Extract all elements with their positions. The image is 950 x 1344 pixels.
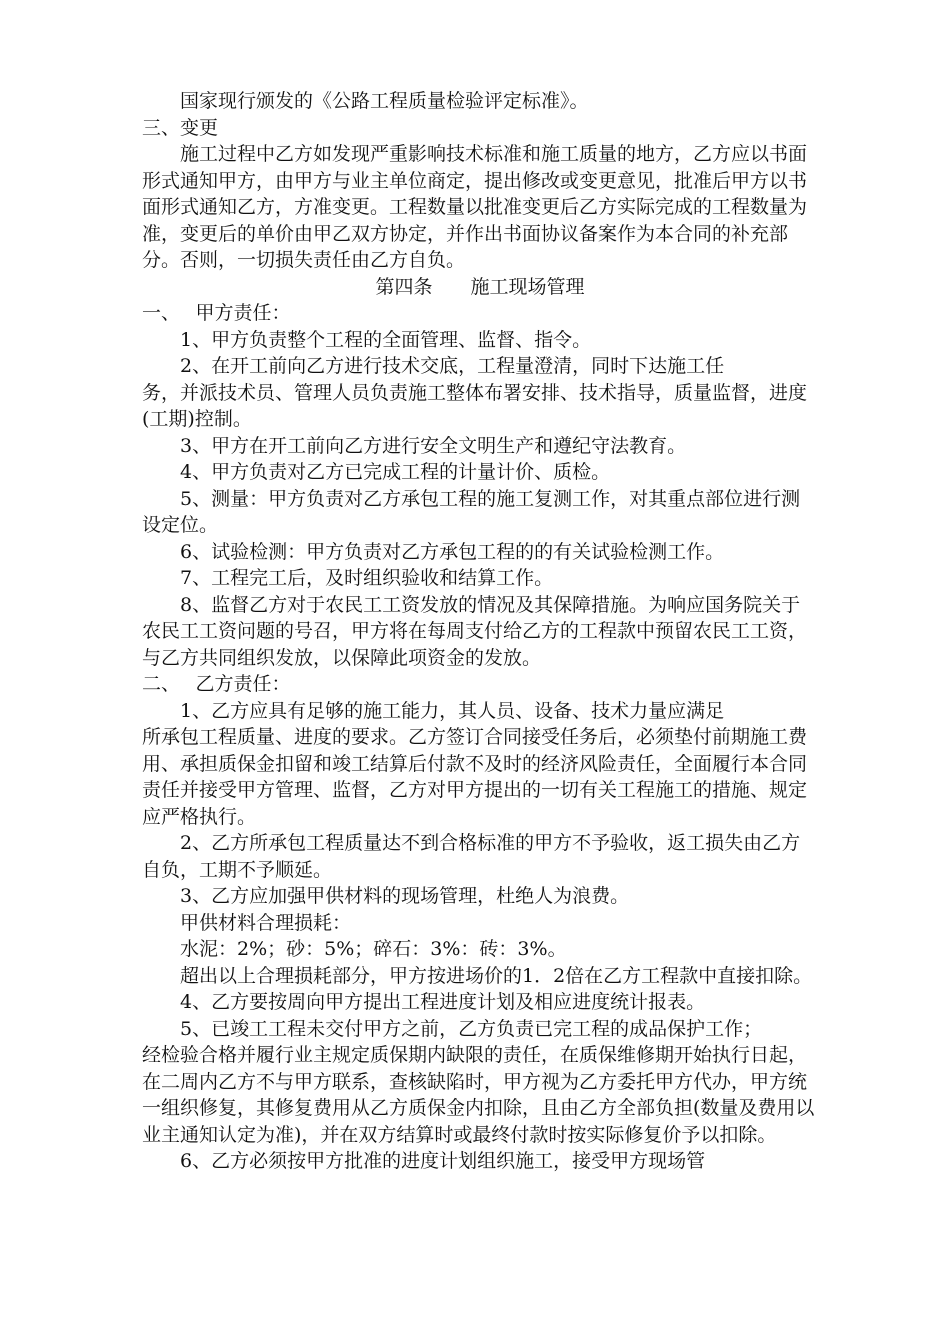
paragraph-standard: 国家现行颁发的《公路工程质量检验评定标准》。 bbox=[180, 90, 589, 112]
material-loss-rates: 水泥：2%；砂：5%；碎石：3%：砖：3%。 bbox=[180, 938, 567, 960]
party-b-item-5-cont: 经检验合格并履行业主规定质保期内缺限的责任，在质保维修期开始执行日起，在二周内乙方不与甲方联系，查核缺陷时，甲方视为乙方委托甲方代办，甲方统一组织修复，其修复费用从乙方质保金内扣除，且由乙方全部负担(数量及费用以业主通知认定为准)，并在双方结算时或最终付款时按实际修复价予以扣除。 bbox=[142, 1044, 815, 1146]
party-b-item-5: 5、已竣工工程未交付甲方之前，乙方负责已完工程的成品保护工作； bbox=[180, 1017, 763, 1040]
party-b-item-3: 3、乙方应加强甲供材料的现场管理，杜绝人为浪费。 bbox=[180, 885, 630, 907]
party-a-item-6: 6、试验检测：甲方负责对乙方承包工程的的有关试验检测工作。 bbox=[180, 540, 725, 563]
party-a-item-2: 2、在开工前向乙方进行技术交底，工程量澄清，同时下达施工任 bbox=[180, 355, 725, 377]
heading-change: 三、变更 bbox=[142, 116, 219, 139]
party-a-item-8: 8、监督乙方对于农民工工资发放的情况及其保障措施。为响应国务院关于农民工工资问题的号召，甲方将在每周支付给乙方的工程款中预留农民工工资，与乙方共同组织发放，以保障此项资金的发放。 bbox=[142, 593, 808, 669]
party-a-item-5: 5、测量：甲方负责对乙方承包工程的施工复测工作，对其重点部位进行测设定位。 bbox=[142, 487, 801, 536]
party-a-item-1: 1、甲方负责整个工程的全面管理、监督、指令。 bbox=[180, 328, 592, 351]
heading-party-b: 二、 乙方责任： bbox=[142, 673, 291, 695]
party-b-item-1: 1、乙方应具有足够的施工能力，其人员、设备、技术力量应满足 bbox=[180, 699, 725, 722]
party-a-item-4: 4、甲方负责对乙方已完成工程的计量计价、质检。 bbox=[180, 461, 611, 483]
paragraph-change-body: 施工过程中乙方如发现严重影响技术标准和施工质量的地方，乙方应以书面形式通知甲方，由甲方与业主单位商定，提出修改或变更意见，批准后甲方以书面形式通知乙方，方准变更。工程数量以批准变更后乙方实际完成的工程数量为准，变更后的单价由甲乙双方协定，并作出书面协议备案作为本合同的补充部分。否则，一切损失责任由乙方自负。 bbox=[142, 143, 808, 271]
heading-party-a: 一、 甲方责任： bbox=[142, 302, 291, 324]
party-b-item-2: 2、乙方所承包工程质量达不到合格标准的甲方不予验收，返工损失由乙方自负，工期不予顺延。 bbox=[142, 832, 801, 881]
material-loss-heading: 甲供材料合理损耗： bbox=[180, 911, 352, 934]
party-a-item-3: 3、甲方在开工前向乙方进行安全文明生产和遵纪守法教育。 bbox=[180, 434, 687, 457]
party-a-item-2-cont: 务，并派技术员、管理人员负责施工整体布署安排、技术指导，质量监督，进度(工期)控制。 bbox=[142, 381, 808, 430]
party-b-item-1-cont: 所承包工程质量、进度的要求。乙方签订合同接受任务后，必须垫付前期施工费用、承担质保金扣留和竣工结算后付款不及时的经济风险责任，全面履行本合同责任并接受甲方管理、监督，乙方对甲方提出的一切有关工程施工的措施、规定应严格执行。 bbox=[142, 726, 808, 828]
party-b-item-4: 4、乙方要按周向甲方提出工程进度计划及相应进度统计报表。 bbox=[180, 991, 706, 1013]
party-a-item-7: 7、工程完工后，及时组织验收和结算工作。 bbox=[180, 567, 554, 589]
material-loss-excess: 超出以上合理损耗部分，甲方按进场价的1．2倍在乙方工程款中直接扣除。 bbox=[180, 964, 813, 987]
party-b-item-6: 6、乙方必须按甲方批准的进度计划组织施工，接受甲方现场管 bbox=[180, 1150, 706, 1172]
article-four-title: 第四条 施工现场管理 bbox=[375, 275, 585, 298]
